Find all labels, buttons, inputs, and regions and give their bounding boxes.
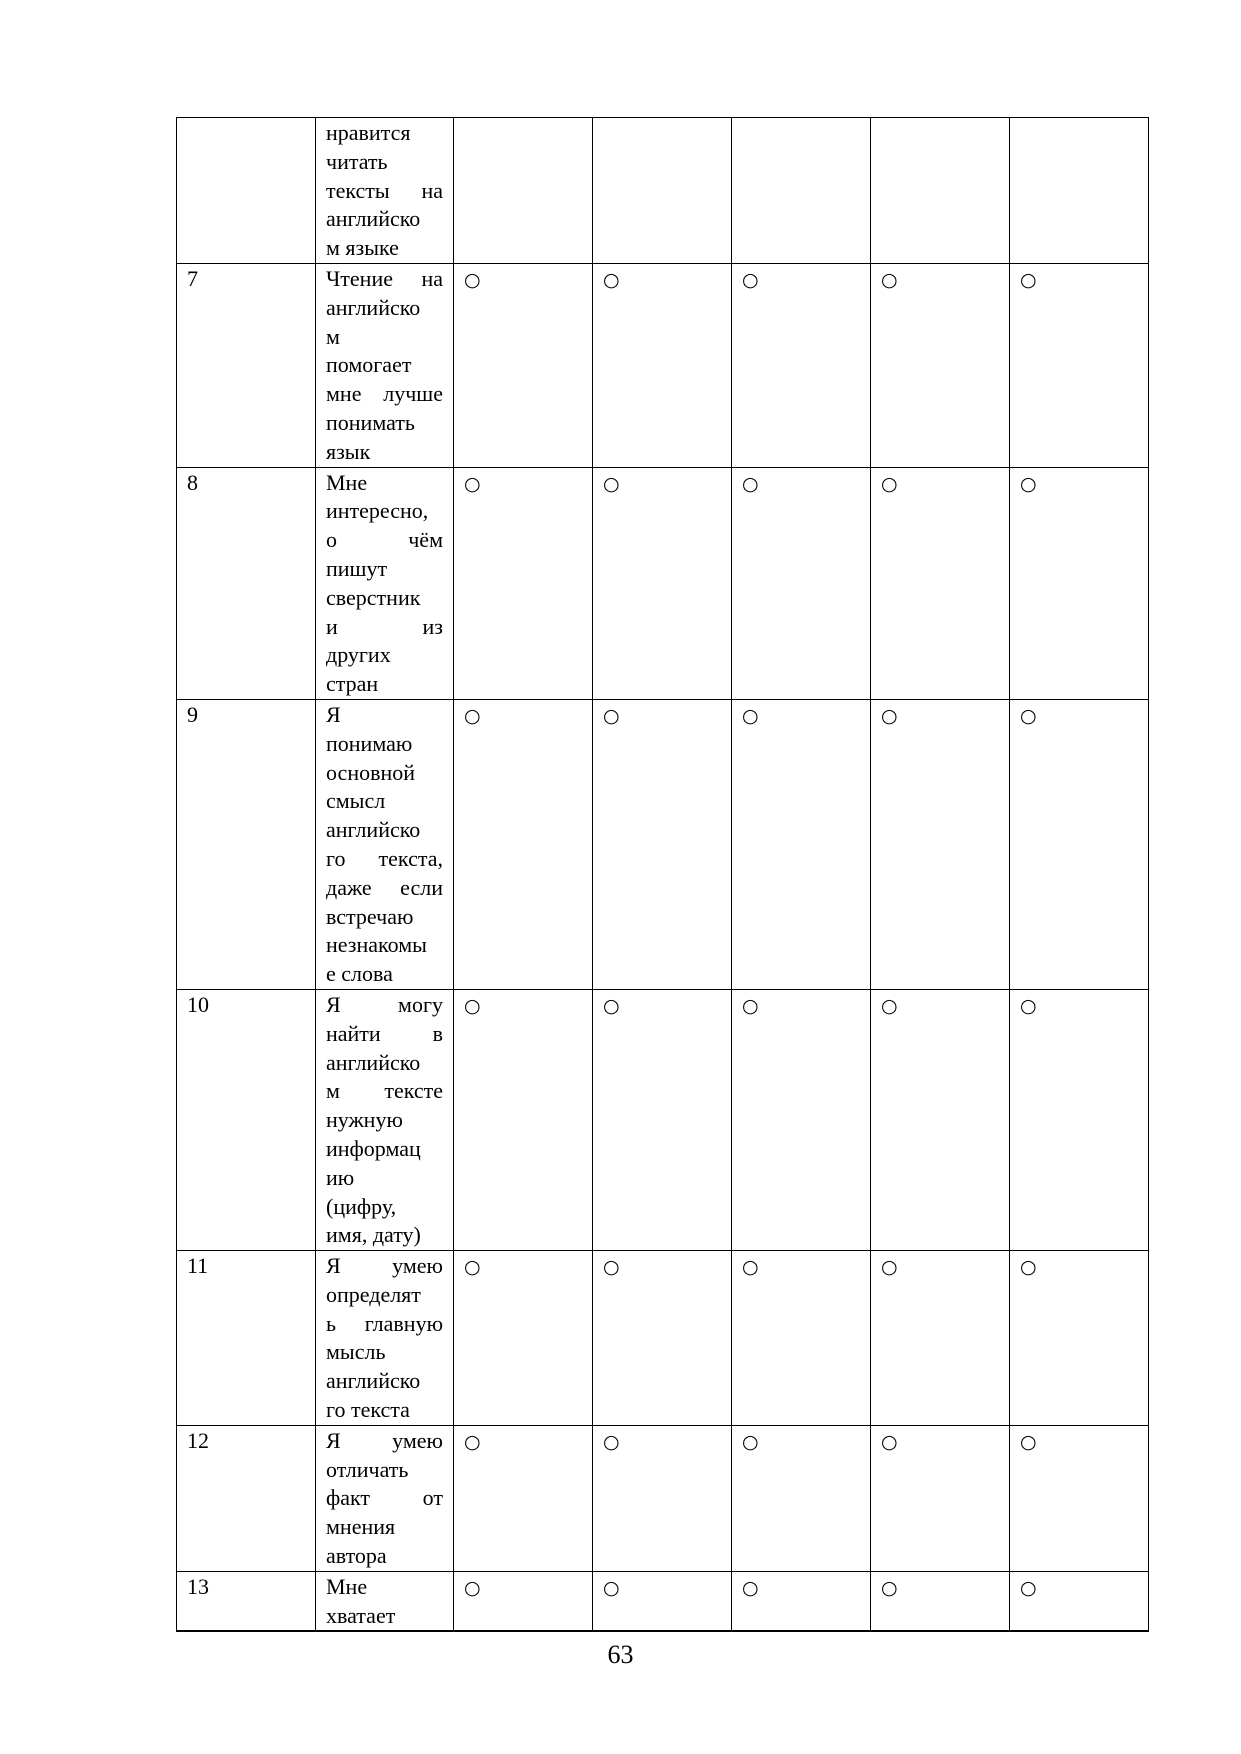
option-cell xyxy=(593,1425,732,1571)
statement-cell xyxy=(316,118,454,264)
option-cell xyxy=(732,989,871,1250)
table-row xyxy=(177,1251,1149,1426)
radio-circle-icon[interactable]: ○ xyxy=(742,704,759,727)
radio-circle-icon[interactable]: ○ xyxy=(603,1576,620,1599)
statement-line: м тексте xyxy=(326,1078,443,1104)
statement-cell xyxy=(316,989,454,1250)
radio-circle-icon[interactable]: ○ xyxy=(1020,994,1037,1017)
option-cell xyxy=(593,699,732,989)
table-row xyxy=(177,264,1149,468)
statement-line: ь главную xyxy=(326,1310,443,1336)
radio-circle-icon[interactable]: ○ xyxy=(881,1256,898,1279)
statement-line: читать xyxy=(326,148,388,174)
radio-circle-icon[interactable]: ○ xyxy=(1020,1256,1037,1279)
statement-line: нужную xyxy=(326,1107,403,1133)
radio-circle-icon[interactable]: ○ xyxy=(603,994,620,1017)
statement-line: м языке xyxy=(326,235,399,261)
statement-line: основной xyxy=(326,759,416,785)
statement-line: английско xyxy=(326,294,421,320)
radio-circle-icon[interactable]: ○ xyxy=(742,1576,759,1599)
statement-line: го текста, xyxy=(326,845,443,871)
statement-cell xyxy=(316,467,454,699)
statement-line: мысль xyxy=(326,1339,386,1365)
option-cell xyxy=(871,1571,1010,1631)
item-number: 8 xyxy=(177,467,316,699)
radio-circle-icon[interactable]: ○ xyxy=(881,1576,898,1599)
option-cell xyxy=(1010,1425,1149,1571)
radio-circle-icon[interactable]: ○ xyxy=(742,1430,759,1453)
statement-line: английско xyxy=(326,206,421,232)
statement-line: хватает xyxy=(326,1602,396,1628)
statement-line: язык xyxy=(326,438,371,464)
option-cell xyxy=(593,118,732,264)
statement-line: встречаю xyxy=(326,903,414,929)
option-cell xyxy=(454,989,593,1250)
option-cell xyxy=(1010,118,1149,264)
item-number: 11 xyxy=(177,1251,316,1426)
option-cell xyxy=(871,1251,1010,1426)
item-number: 13 xyxy=(177,1571,316,1631)
statement-line: тексты на xyxy=(326,177,443,203)
statement-cell xyxy=(316,1251,454,1426)
option-cell xyxy=(871,264,1010,468)
radio-circle-icon[interactable]: ○ xyxy=(1020,1430,1037,1453)
radio-circle-icon[interactable]: ○ xyxy=(464,994,481,1017)
statement-line: нравится xyxy=(326,120,411,145)
option-cell xyxy=(593,467,732,699)
radio-circle-icon[interactable]: ○ xyxy=(464,472,481,495)
item-number: 12 xyxy=(177,1425,316,1571)
survey-table xyxy=(176,117,1149,1632)
option-cell xyxy=(454,467,593,699)
option-cell xyxy=(1010,699,1149,989)
option-cell xyxy=(871,118,1010,264)
statement-line: Я умею xyxy=(326,1427,443,1453)
table-row xyxy=(177,118,1149,264)
statement-cell xyxy=(316,1425,454,1571)
radio-circle-icon[interactable]: ○ xyxy=(1020,269,1037,291)
option-cell xyxy=(1010,989,1149,1250)
statement-line: Мне xyxy=(326,1573,368,1599)
radio-circle-icon[interactable]: ○ xyxy=(881,1430,898,1453)
statement-line: интересно, xyxy=(326,498,429,524)
radio-circle-icon[interactable]: ○ xyxy=(603,269,620,291)
statement-line: английско xyxy=(326,1049,421,1075)
statement-line: Мне xyxy=(326,469,368,495)
statement-line: сверстник xyxy=(326,584,421,610)
option-cell xyxy=(732,1251,871,1426)
statement-line: определят xyxy=(326,1281,421,1307)
option-cell xyxy=(871,467,1010,699)
statement-line: других xyxy=(326,642,391,668)
statement-line: автора xyxy=(326,1543,387,1569)
statement-line: английско xyxy=(326,1368,421,1394)
option-cell xyxy=(732,264,871,468)
option-cell xyxy=(871,989,1010,1250)
option-cell xyxy=(732,1425,871,1571)
statement-cell xyxy=(316,699,454,989)
statement-line: Я xyxy=(326,701,341,727)
statement-line: пишут xyxy=(326,555,388,581)
radio-circle-icon[interactable]: ○ xyxy=(1020,704,1037,727)
option-cell xyxy=(454,1571,593,1631)
statement-line: Чтение на xyxy=(326,266,443,291)
radio-circle-icon[interactable]: ○ xyxy=(742,1256,759,1279)
radio-circle-icon[interactable]: ○ xyxy=(1020,472,1037,495)
statement-cell xyxy=(316,1571,454,1631)
option-cell xyxy=(454,1425,593,1571)
statement-line: английско xyxy=(326,817,421,843)
statement-line: даже если xyxy=(326,874,443,900)
item-number: 7 xyxy=(177,264,316,468)
statement-line: м xyxy=(326,323,340,349)
table-row xyxy=(177,1425,1149,1571)
radio-circle-icon[interactable]: ○ xyxy=(1020,1576,1037,1599)
statement-line: и из xyxy=(326,613,443,639)
statement-line: факт от xyxy=(326,1485,443,1511)
radio-circle-icon[interactable]: ○ xyxy=(742,994,759,1017)
page-number: 63 xyxy=(607,1640,634,1669)
option-cell xyxy=(454,699,593,989)
statement-line: Я умею xyxy=(326,1253,443,1279)
option-cell xyxy=(732,118,871,264)
radio-circle-icon[interactable]: ○ xyxy=(881,994,898,1017)
option-cell xyxy=(454,118,593,264)
statement-line: отличать xyxy=(326,1456,409,1482)
statement-line: мне лучше xyxy=(326,381,443,407)
option-cell xyxy=(593,989,732,1250)
option-cell xyxy=(1010,467,1149,699)
radio-circle-icon[interactable]: ○ xyxy=(881,269,898,291)
option-cell xyxy=(732,699,871,989)
statement-line: о чём xyxy=(326,527,443,553)
radio-circle-icon[interactable]: ○ xyxy=(742,269,759,291)
radio-circle-icon[interactable]: ○ xyxy=(464,269,481,291)
item-number: 9 xyxy=(177,699,316,989)
radio-circle-icon[interactable]: ○ xyxy=(603,1430,620,1453)
statement-line: имя, дату) xyxy=(326,1222,421,1248)
statement-line: понимать xyxy=(326,409,415,435)
radio-circle-icon[interactable]: ○ xyxy=(603,704,620,727)
statement-line: мнения xyxy=(326,1514,396,1540)
option-cell xyxy=(732,1571,871,1631)
radio-circle-icon[interactable]: ○ xyxy=(881,472,898,495)
option-cell xyxy=(593,1571,732,1631)
option-cell xyxy=(1010,1571,1149,1631)
option-cell xyxy=(593,264,732,468)
option-cell xyxy=(1010,1251,1149,1426)
table-row xyxy=(177,467,1149,699)
radio-circle-icon[interactable]: ○ xyxy=(881,704,898,727)
radio-circle-icon[interactable]: ○ xyxy=(603,1256,620,1279)
radio-circle-icon[interactable]: ○ xyxy=(464,1256,481,1279)
statement-line: ию xyxy=(326,1164,355,1190)
statement-line: информац xyxy=(326,1135,421,1161)
statement-line: найти в xyxy=(326,1020,443,1046)
radio-circle-icon[interactable]: ○ xyxy=(742,472,759,495)
option-cell xyxy=(871,699,1010,989)
item-number: 10 xyxy=(177,989,316,1250)
option-cell xyxy=(871,1425,1010,1571)
statement-line: е слова xyxy=(326,961,393,987)
table-row xyxy=(177,1571,1149,1631)
option-cell xyxy=(732,467,871,699)
item-number xyxy=(177,118,316,264)
option-cell xyxy=(454,1251,593,1426)
statement-line: (цифру, xyxy=(326,1193,397,1219)
statement-line: помогает xyxy=(326,352,412,378)
statement-line: незнакомы xyxy=(326,932,427,958)
radio-circle-icon[interactable]: ○ xyxy=(603,472,620,495)
table-row xyxy=(177,699,1149,989)
radio-circle-icon[interactable]: ○ xyxy=(464,1576,481,1599)
statement-line: понимаю xyxy=(326,730,413,756)
radio-circle-icon[interactable]: ○ xyxy=(464,704,481,727)
statement-line: го текста xyxy=(326,1397,410,1423)
statement-line: Я могу xyxy=(326,991,443,1017)
table-body xyxy=(177,118,1149,1632)
option-cell xyxy=(1010,264,1149,468)
statement-line: стран xyxy=(326,671,379,697)
statement-line: смысл xyxy=(326,788,386,814)
option-cell xyxy=(593,1251,732,1426)
radio-circle-icon[interactable]: ○ xyxy=(464,1430,481,1453)
statement-cell xyxy=(316,264,454,468)
option-cell xyxy=(454,264,593,468)
table-row xyxy=(177,989,1149,1250)
